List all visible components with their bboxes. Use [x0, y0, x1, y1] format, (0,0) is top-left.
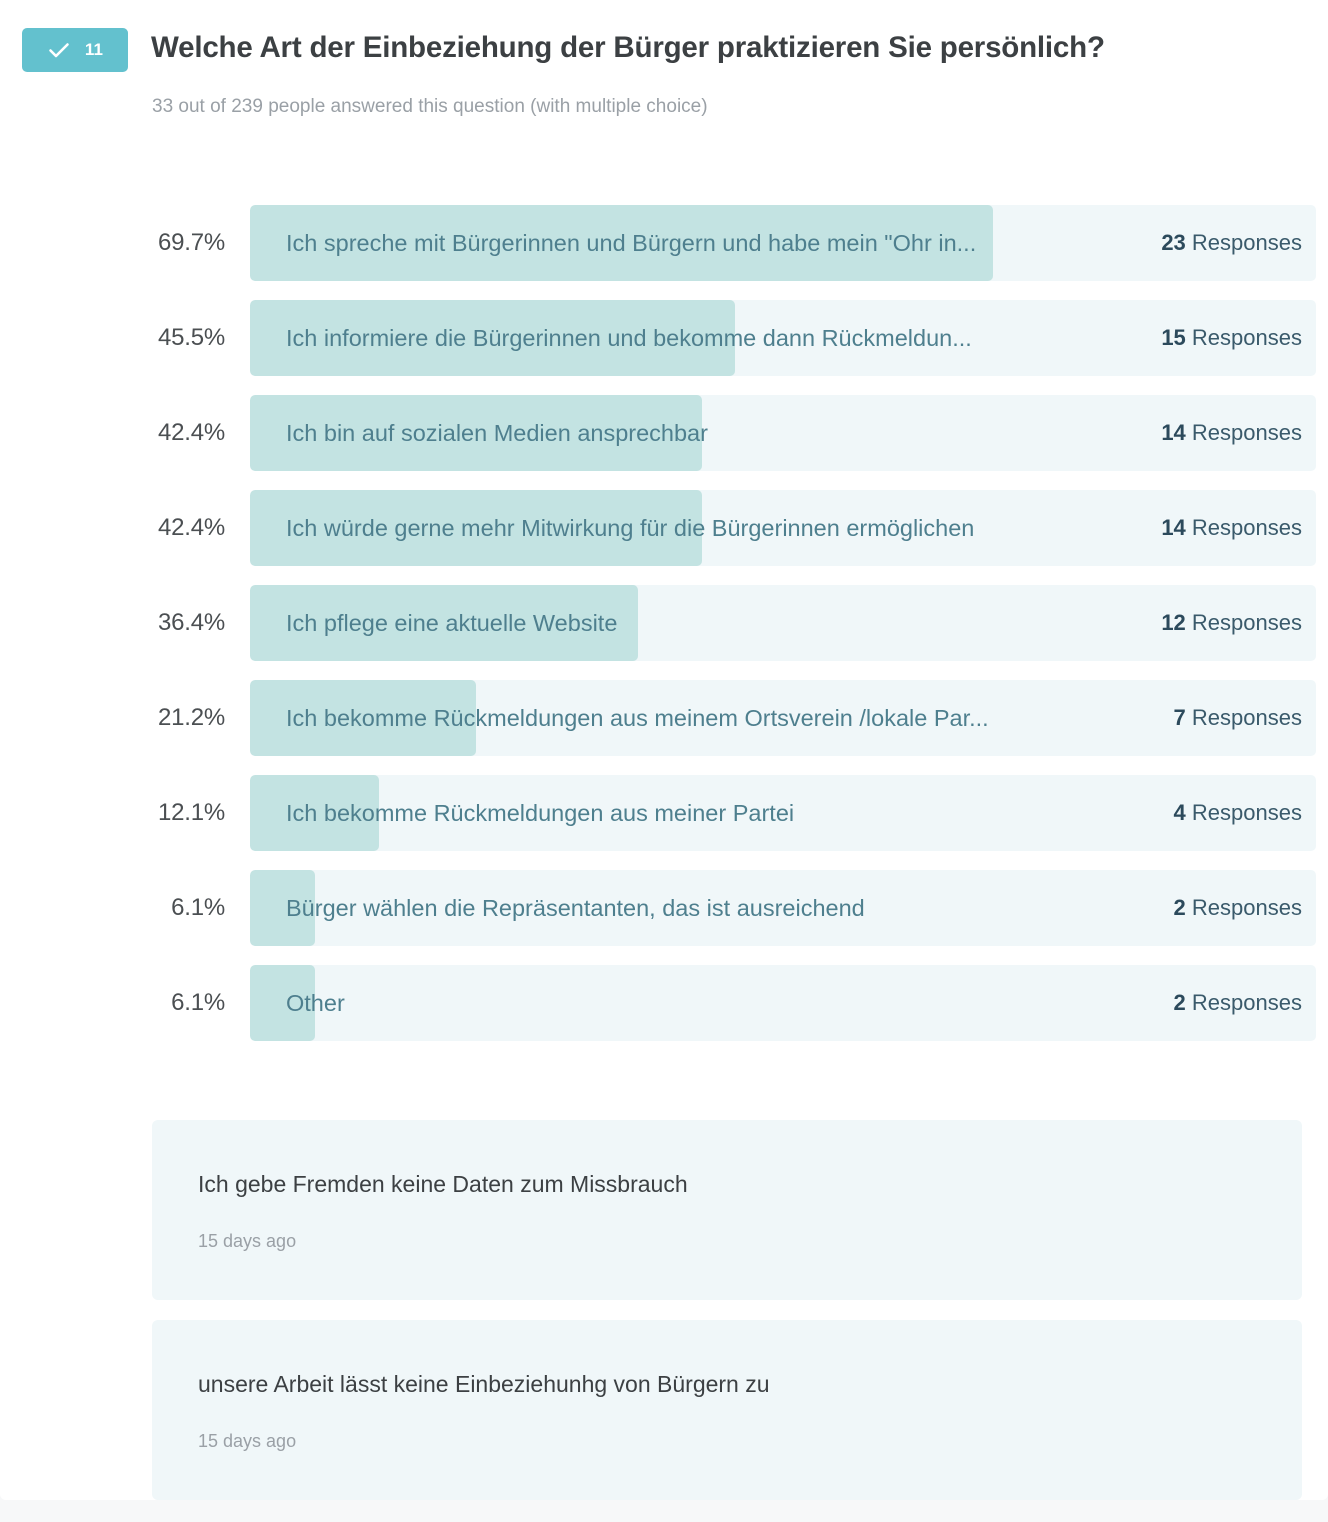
answer-response-count	[1161, 490, 1302, 566]
answer-response-word: Responses	[1191, 895, 1302, 920]
answer-response-word: Responses	[1191, 610, 1302, 635]
answer-response-word: Responses	[1191, 420, 1302, 445]
answer-response-count	[1174, 965, 1302, 1041]
answer-bar-track	[250, 490, 1316, 566]
answer-label: Other	[286, 990, 345, 1016]
answer-percentage: 6.1%	[171, 989, 225, 1016]
answer-bar-row[interactable]	[0, 585, 1328, 661]
comment-timestamp: 15 days ago	[198, 1431, 297, 1451]
answer-response-number: 15	[1161, 325, 1186, 350]
answered-badge	[22, 28, 128, 72]
answer-response-count	[1161, 300, 1302, 376]
answer-response-word: Responses	[1191, 705, 1302, 730]
answer-label: Ich bekomme Rückmeldungen aus meiner Partei	[286, 800, 795, 826]
answer-response-word: Responses	[1191, 230, 1302, 255]
answer-bar-row[interactable]	[0, 870, 1328, 946]
answer-response-number: 4	[1173, 800, 1186, 825]
answer-percentage: 42.4%	[157, 514, 225, 541]
answer-percentage: 45.5%	[157, 324, 225, 351]
answer-response-count	[1174, 870, 1302, 946]
answer-percentage: 12.1%	[157, 799, 225, 826]
answer-response-word: Responses	[1191, 325, 1302, 350]
answer-bar-row[interactable]	[0, 680, 1328, 756]
answer-response-number: 2	[1173, 990, 1186, 1015]
answer-bar-track	[250, 870, 1316, 946]
answer-response-number: 14	[1161, 515, 1186, 540]
answered-badge-count: 11	[84, 40, 104, 59]
answer-response-count	[1174, 680, 1302, 756]
answer-response-number: 12	[1161, 610, 1186, 635]
answer-bar-track	[250, 300, 1316, 376]
comment-text: Ich gebe Fremden keine Daten zum Missbrauch	[198, 1171, 688, 1197]
question-title: Welche Art der Einbeziehung der Bürger praktizieren Sie persönlich?	[151, 31, 1105, 64]
answer-percentage: 6.1%	[171, 894, 225, 921]
answer-bar-track	[250, 585, 1316, 661]
answer-bar-chart	[0, 205, 1328, 1060]
answer-bar-track	[250, 205, 1316, 281]
answer-response-count	[1161, 585, 1302, 661]
answer-bar-track	[250, 965, 1316, 1041]
answer-response-number: 14	[1161, 420, 1186, 445]
answer-bar-row[interactable]	[0, 775, 1328, 851]
answer-label: Ich bekomme Rückmeldungen aus meinem Ortsverein /lokale Par...	[286, 705, 989, 731]
answer-response-number: 7	[1173, 705, 1186, 730]
answer-percentage: 69.7%	[157, 229, 225, 256]
answer-response-word: Responses	[1191, 800, 1302, 825]
answer-percentage: 21.2%	[157, 704, 225, 731]
answer-bar-track	[250, 395, 1316, 471]
check-icon	[47, 38, 71, 62]
answer-bar-row[interactable]	[0, 395, 1328, 471]
answer-bar-row[interactable]	[0, 300, 1328, 376]
comment-text: unsere Arbeit lässt keine Einbeziehunhg von Bürgern zu	[198, 1371, 770, 1397]
answer-label: Ich pflege eine aktuelle Website	[286, 610, 618, 636]
answer-label: Ich würde gerne mehr Mitwirkung für die Bürgerinnen ermöglichen	[286, 515, 975, 541]
answer-response-word: Responses	[1191, 990, 1302, 1015]
answer-response-count	[1161, 395, 1302, 471]
answer-bar-row[interactable]	[0, 965, 1328, 1041]
answer-bar-track	[250, 680, 1316, 756]
answer-bar-row[interactable]	[0, 205, 1328, 281]
comment-card[interactable]	[152, 1120, 1302, 1300]
answer-response-count	[1174, 775, 1302, 851]
comment-timestamp: 15 days ago	[198, 1231, 297, 1251]
answer-bar-row[interactable]	[0, 490, 1328, 566]
answer-label: Bürger wählen die Repräsentanten, das ist ausreichend	[286, 895, 865, 921]
question-subtitle: 33 out of 239 people answered this question (with multiple choice)	[152, 96, 708, 117]
answer-label: Ich bin auf sozialen Medien ansprechbar	[286, 420, 708, 446]
comment-card[interactable]	[152, 1320, 1302, 1500]
answer-percentage: 42.4%	[157, 419, 225, 446]
question-header	[0, 0, 1328, 160]
answer-response-number: 23	[1161, 230, 1186, 255]
answer-response-number: 2	[1173, 895, 1186, 920]
answer-label: Ich informiere die Bürgerinnen und bekomme dann Rückmeldun...	[286, 325, 972, 351]
answer-response-word: Responses	[1191, 515, 1302, 540]
answer-label: Ich spreche mit Bürgerinnen und Bürgern und habe mein "Ohr in...	[286, 230, 977, 256]
comments-list	[152, 1120, 1302, 1500]
answer-response-count	[1161, 205, 1302, 281]
answer-bar-track	[250, 775, 1316, 851]
answer-percentage: 36.4%	[157, 609, 225, 636]
